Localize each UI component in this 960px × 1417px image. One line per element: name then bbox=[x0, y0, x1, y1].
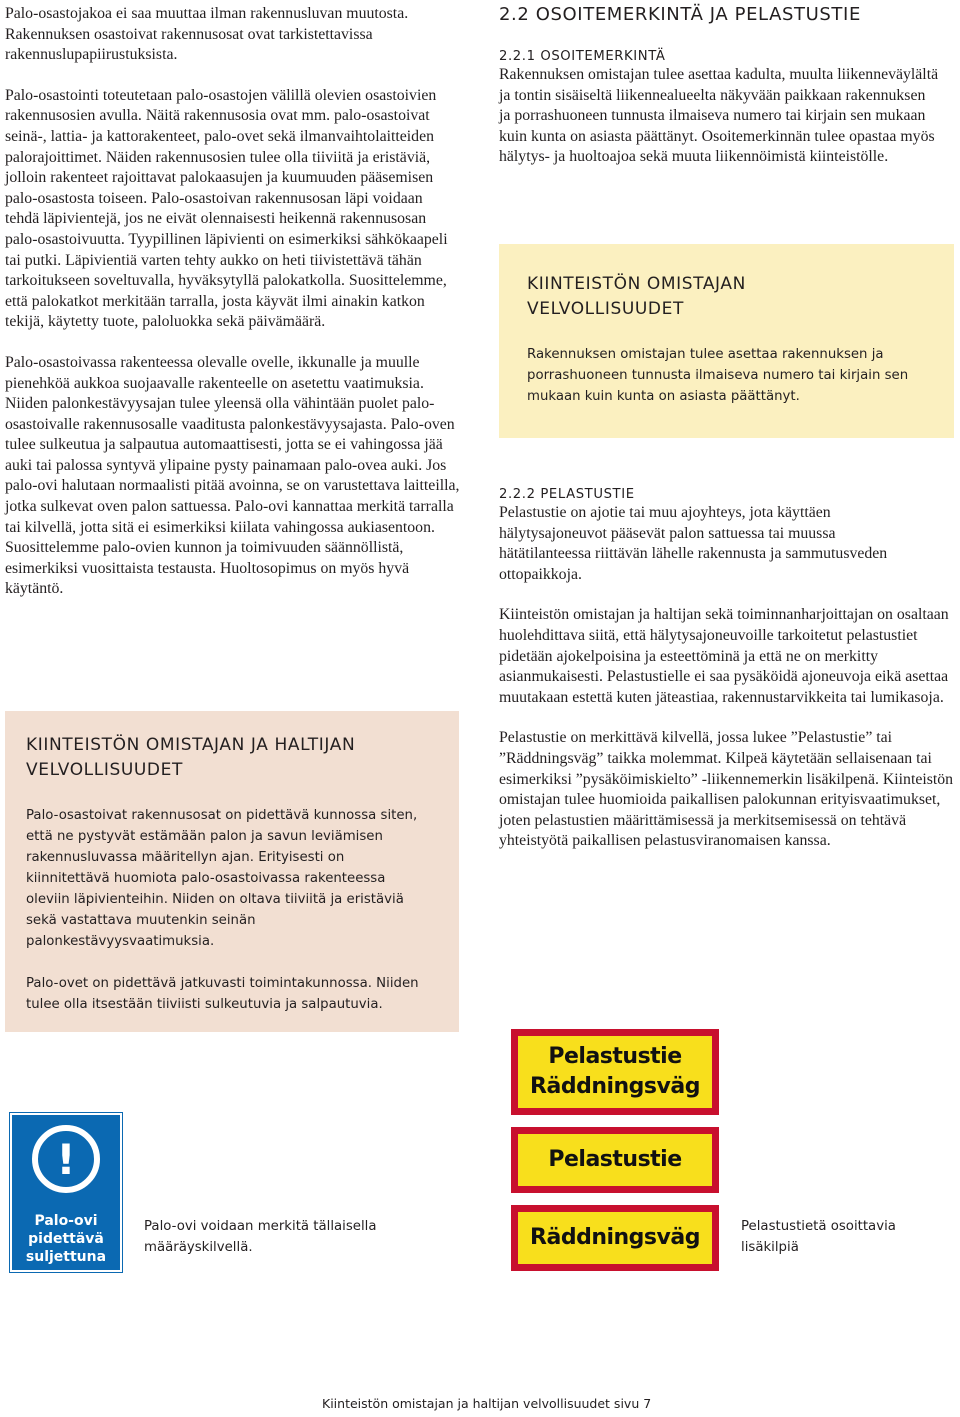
subsection-title-pelastustie: 2.2.2 PELASTUSTIE bbox=[499, 487, 635, 502]
pelastustie-section bbox=[499, 486, 955, 852]
sign1-line2: Räddningsväg bbox=[530, 1074, 700, 1099]
signs-caption-line2: lisäkilpiä bbox=[741, 1240, 799, 1255]
subsection-title-osoitemerkinta: 2.2.1 OSOITEMERKINTÄ bbox=[499, 49, 666, 64]
exclamation-icon: ! bbox=[32, 1125, 100, 1193]
section-title: 2.2 OSOITEMERKINTÄ JA PELASTUSTIE bbox=[499, 4, 861, 25]
fire-door-caption-line2: määräyskilvellä. bbox=[144, 1240, 253, 1255]
owner-holder-duties-box bbox=[5, 711, 459, 1032]
signs-caption-line1: Pelastustietä osoittavia bbox=[741, 1219, 896, 1234]
sign1-line1: Pelastustie bbox=[548, 1044, 682, 1069]
fire-door-caption-line1: Palo-ovi voidaan merkitä tällaisella bbox=[144, 1219, 377, 1234]
paragraph-palo-ovet: Palo-osastoivassa rakenteessa olevalle ovelle, ikkunalle ja muulle pienehköä aukkoa suojaavalle rakenteelle on asetettu vaatimuksia. Niiden palonkestävyysajan tulee yleensä olla vähintään puolet palo-osastoivalle rakennusosalle vaaditusta palonkestävyysajasta. Palo-oven tulee sulkeutua ja salpautua automaattisesti, jotta se ei vahingossa jää auki tai palossa syntyvä ylipaine pysty painamaan palo-ovea auki. Jos palo-ovi halutaan normaalisti pitää avoinna, se on varustettava laitteilla, jotka sulkevat oven palon sattuessa. Palo-ovi kannattaa merkitä tarralla tai kilvellä, jotta sitä ei esimerkiksi kiilata vahingossa aukiasentoon. Suosittelemme palo-ovien kunnon ja toimivuuden säännöllistä, esimerkiksi vuosittaista testausta. Huoltosopimus on myös hyvä käytäntö. bbox=[5, 353, 460, 598]
fire-door-sign-line3: suljettuna bbox=[25, 1249, 107, 1265]
paragraph-osastointi: Palo-osastointi toteutetaan palo-osastojen välillä olevien osastoivien rakennusosien avulla. Näitä rakennusosia ovat mm. palo-osastoivat seinä-, lattia- ja kattorakenteet, palo-ovet sekä ilmanvaihtolaitteiden palorajoittimet. Näiden rakennusosien tulee olla tiiviitä ja eristäviä, jolloin rakenteet rajoittavat palokaasujen ja kuumuuden pääsemisen palo-osastosta toiseen. Palo-osastoivan rakennusosan läpi voidaan tehdä läpivientejä, jos ne eivät olennaisesti heikennä rakennusosan palo-osastoivuutta. Tyypillinen läpivienti on esimerkiksi sähkökaapeli tai putki. Läpivientiä varten tehty aukko on heti tiivistettävä tähän tarkoitukseen soveltuvalla, hyväksytyllä palokatkolla. Suosittelemme, että palokatkot merkitään tarralla, josta käyvät ilmi ainakin katkon tekijä, käytetty tuote, paloluokka sekä päivämäärä. bbox=[5, 86, 448, 331]
sign-raddningsvag bbox=[511, 1205, 719, 1271]
page-footer: Kiinteistön omistajan ja haltijan velvollisuudet sivu 7 bbox=[322, 1396, 652, 1411]
right-column bbox=[499, 4, 955, 168]
sign-pelastustie-raddningsvag bbox=[511, 1029, 719, 1115]
signs-caption bbox=[741, 1216, 896, 1258]
paragraph-pelastustie-2: Kiinteistön omistajan ja haltijan sekä toiminnanharjoittajan on osaltaan huolehdittava siitä, että hälytysajoneuvoille tarkoitetut pelastustiet pidetään ajokelpoisina ja esteettöminä ja että ne on merkitty asianmukaisesti. Pelastustielle ei saa pysäköidä ajoneuvoja eikä asettaa muutakaan estettä kuten jäteastiaa, rakennustarvikkeita tai lumikasoja. bbox=[499, 606, 949, 706]
yellow-box-title-line2: VELVOLLISUUDET bbox=[527, 299, 684, 319]
fire-door-sign-caption bbox=[144, 1216, 377, 1258]
owner-duties-box bbox=[499, 244, 954, 438]
fire-door-sign bbox=[10, 1113, 122, 1272]
fire-door-sign-line2: pidettävä bbox=[28, 1231, 104, 1247]
box-text-1: Palo-osastoivat rakennusosat on pidettävä kunnossa siten, että ne pystyvät estämään palon ja savun leviämisen rakennusluvassa määritellyn ajan. Erityisesti on kiinnitettävä huomiota palo-osastoivassa rakenteessa oleviin läpivienteihin. Niiden on oltava tiiviitä ja eristäviä sekä vastattava muutenkin seinän palonkestävyysvaatimuksia. bbox=[26, 808, 418, 949]
yellow-box-title-line1: KIINTEISTÖN OMISTAJAN bbox=[527, 274, 746, 294]
left-column bbox=[5, 4, 460, 600]
paragraph-osoitemerkinta: Rakennuksen omistajan tulee asettaa kadulta, muulta liikenneväylältä ja tontin sisäiseltä liikennealueelta näkyvään paikkaan rakennuksen ja porrashuoneen tunnusta ilmaiseva numero tai kirjain sen mukaan kuin kunta on asiasta päättänyt. Osoitemerkinnän tulee opastaa myös hälytys- ja huoltoajoa sekä muuta liikennöimistä kiinteistölle. bbox=[499, 66, 939, 166]
box-title-line2: VELVOLLISUUDET bbox=[26, 760, 183, 780]
sign2-text: Pelastustie bbox=[548, 1147, 682, 1172]
paragraph-osastojako: Palo-osastojakoa ei saa muuttaa ilman rakennusluvan muutosta. Rakennuksen osastoivat rakennusosat ovat tarkistettavissa rakennuslupapiirustuksista. bbox=[5, 5, 409, 64]
fire-door-sign-line1: Palo-ovi bbox=[34, 1213, 98, 1229]
sign3-text: Räddningsväg bbox=[530, 1225, 700, 1250]
box-text-2: Palo-ovet on pidettävä jatkuvasti toimintakunnossa. Niiden tulee olla itsestään tiiviisti sulkeutuvia ja salpautuvia. bbox=[26, 976, 419, 1012]
box-title-line1: KIINTEISTÖN OMISTAJAN JA HALTIJAN bbox=[26, 735, 356, 755]
paragraph-pelastustie-3: Pelastustie on merkittävä kilvellä, jossa lukee ”Pelastustie” tai ”Räddningsväg” taikka molemmat. Kilpeä käytetään sellaisenaan tai esimerkiksi ”pysäköimiskielto” -liikennemerkin lisäkilpenä. Kiinteistön omistajan tulee huomioida paikallisen palokunnan erityisvaatimukset, joten pelastustien määrittämisessä ja merkitsemisessä on tehtävä yhteistyötä paikallisen pelastusviranomaisen kanssa. bbox=[499, 729, 954, 850]
yellow-box-text: Rakennuksen omistajan tulee asettaa rakennuksen ja porrashuoneen tunnusta ilmaiseva numero tai kirjain sen mukaan kuin kunta on asiasta päättänyt. bbox=[527, 347, 909, 404]
sign-pelastustie bbox=[511, 1127, 719, 1193]
paragraph-pelastustie-1: Pelastustie on ajotie tai muu ajoyhteys, jota käyttäen hälytysajoneuvot pääsevät palon sattuessa tai muussa hätätilanteessa riittävän lähelle rakennusta ja sammutusveden ottopaikkoja. bbox=[499, 504, 888, 583]
